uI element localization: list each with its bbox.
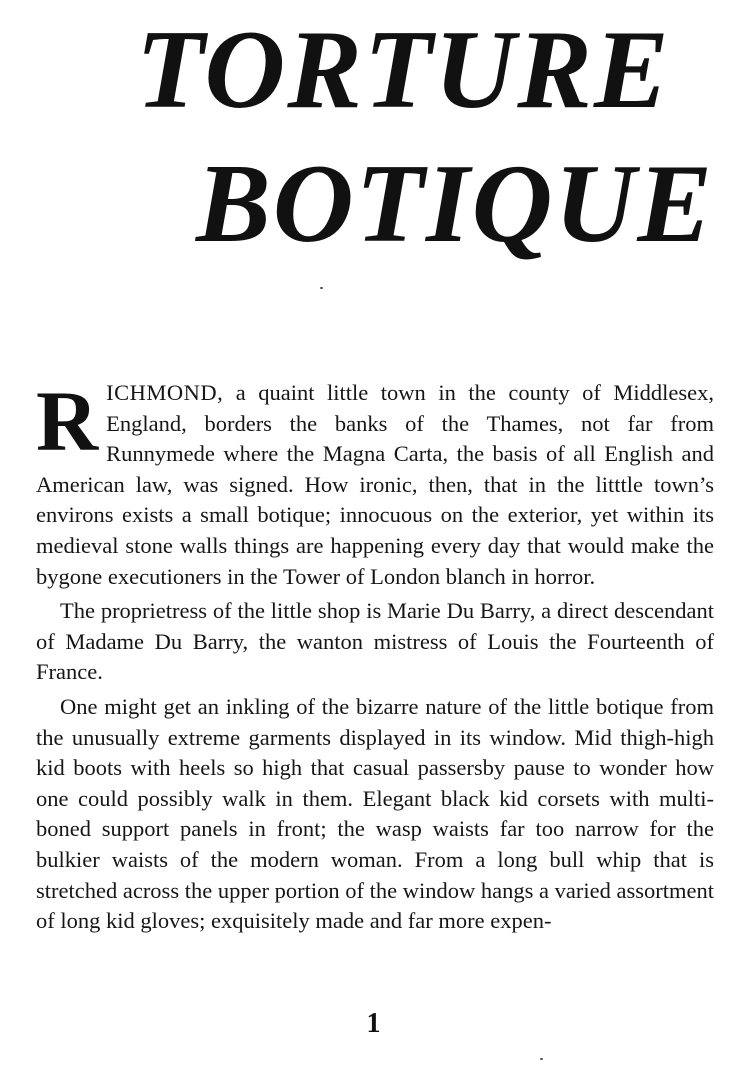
paragraph-2: The proprietress of the little shop is Marie Du Barry, a direct descendant of Madame Du Barry, the wanton mistress of Louis the Fourteenth of France. (36, 598, 714, 685)
article-body (36, 373, 714, 937)
paragraph-1 (36, 373, 714, 592)
title-line-2: BOTIQUE (196, 142, 715, 266)
paragraph-1-text: a quaint little town in the county of Middlesex, England, borders the banks of the Thames, not far from Runnymede where the Magna Carta, the basis of all English and American law, was signed. How ironic, then, that in the litttle town’s environs exists a small botique; innocuous on the exterior, yet within its medieval stone walls things are happening every day that would make the bygone executioners in the Tower of London blanch in horror. (36, 380, 714, 589)
page-number: 1 (366, 1008, 381, 1039)
print-speck (320, 287, 323, 289)
print-speck (540, 1058, 543, 1060)
drop-cap: R (36, 373, 99, 469)
title-line-1: TORTURE (136, 8, 671, 132)
lead-caps: ICHMOND, (106, 380, 224, 405)
paragraph-3: One might get an inkling of the bizarre nature of the little botique from the unusually extreme garments displayed in its window. Mid thigh-high kid boots with heels so high that casual passersby pause to wonder how one could possibly walk in them. Elegant black kid corsets with multi-boned support panels in front; the wasp waists far too narrow for the bulkier waists of the modern woman. From a long bull whip that is stretched across the upper portion of the window hangs a varied assortment of long kid gloves; exquisitely made and far more expen- (36, 693, 714, 934)
